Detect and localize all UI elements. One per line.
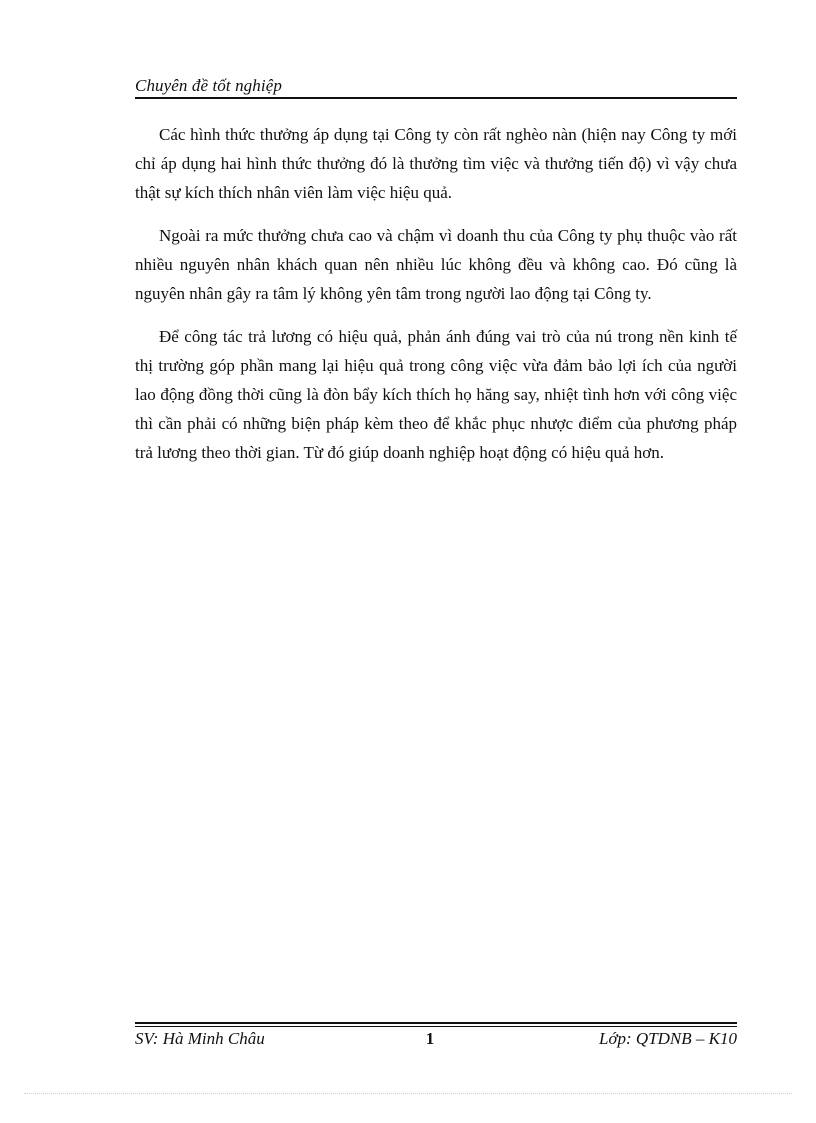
paragraph-salary-solution: Để công tác trả lương có hiệu quả, phản ánh đúng vai trò của nú trong nền kinh tế thị trường góp phần mang lại hiệu quả trong công việc vừa đảm bảo lợi ích của người lao động đồng thời cũng là đòn bẩy kích thích họ hăng say, nhiệt tình hơn với công việc thì cần phải có những biện pháp kèm theo để khắc phục nhược điểm của phương pháp trả lương theo thời gian. Từ đó giúp doanh nghiệp hoạt động có hiệu quả hơn. [135,327,737,462]
header-rule [135,97,737,99]
page-bottom-edge [24,1093,792,1094]
footer-student: SV: Hà Minh Châu [135,1029,265,1048]
document-body [135,120,737,481]
footer-class: Lớp: QTDNB – K10 [598,1029,737,1048]
page-header [135,74,737,98]
paragraph-bonus-level: Ngoài ra mức thưởng chưa cao và chậm vì doanh thu của Công ty phụ thuộc vào rất nhiều nguyên nhân khách quan nên nhiều lúc không đều và không cao. Đó cũng là nguyên nhân gây ra tâm lý không yên tâm trong người lao động tại Công ty. [135,226,737,303]
footer-rule-thick [135,1022,737,1024]
page-number: 1 [425,1029,435,1048]
paragraph-bonus-forms: Các hình thức thưởng áp dụng tại Công ty còn rất nghèo nàn (hiện nay Công ty mới chỉ áp dụng hai hình thức thưởng đó là thưởng tìm việc và thưởng tiến độ) vì vậy chưa thật sự kích thích nhân viên làm việc hiệu quả. [135,125,737,202]
page-footer [135,1027,737,1051]
header-title: Chuyên đề tốt nghiệp [135,76,282,95]
